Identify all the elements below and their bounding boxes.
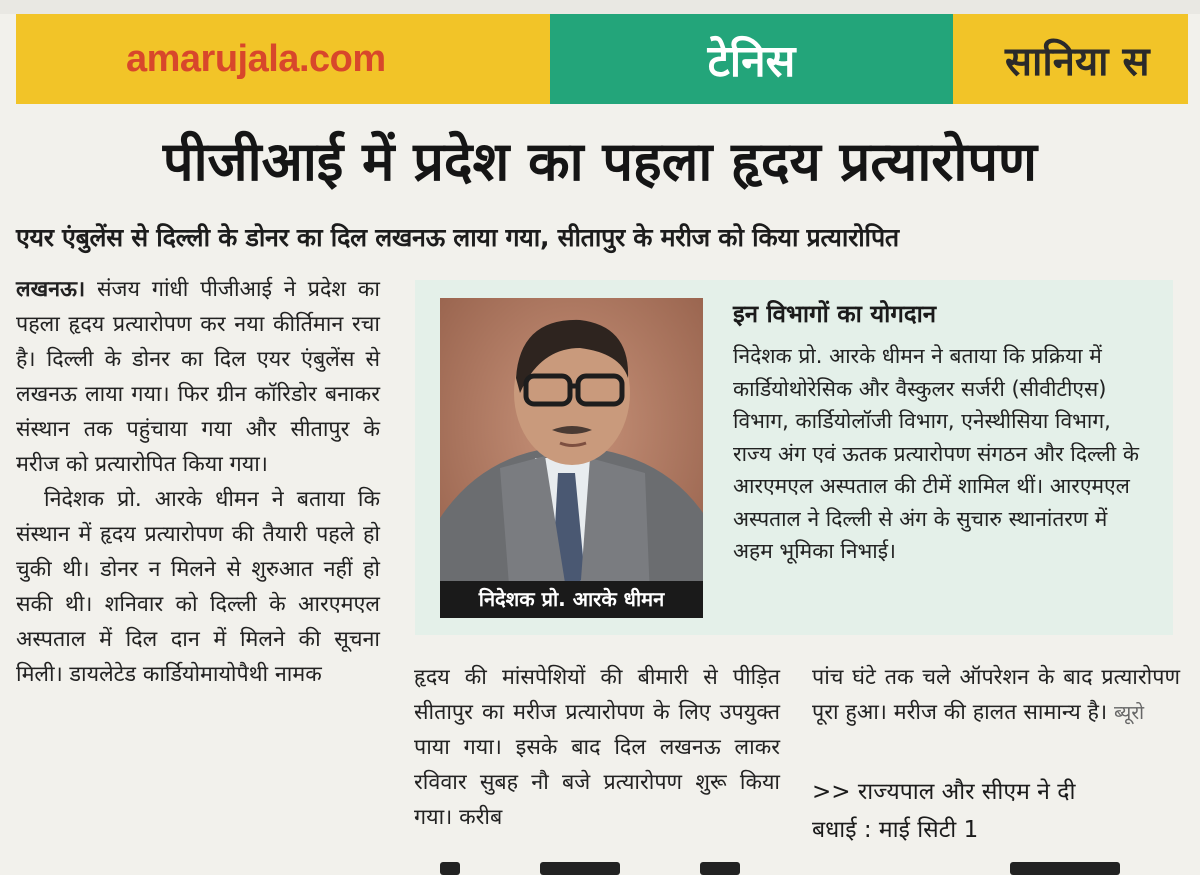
box-body (733, 340, 1153, 568)
refer-link[interactable] (812, 773, 1182, 849)
top-edge (0, 0, 1200, 14)
glyph-fragment (700, 862, 740, 875)
section-tab[interactable] (550, 14, 953, 104)
byline: ब्यूरो (1113, 702, 1145, 724)
paragraph: हृदय की मांसपेशियों की बीमारी से पीड़ित सीतापुर का मरीज प्रत्यारोपण के लिए उपयुक्त पाया गया। इसके बाद दिल लखनऊ लाकर रविवार सुबह नौ बजे प्रत्यारोपण शुरू किया गया। करीब (414, 665, 780, 830)
paragraph: निदेशक प्रो. आरके धीमन ने बताया कि संस्थान में हृदय प्रत्यारोपण की तैयारी पहले हो चुकी थी। डोनर न मिलने से शुरुआत नहीं हो सकी थी। शनिवार को दिल्ली के आरएमएल अस्पताल में दिल दान में मिलने की सूचना मिली। डायलेटेड कार्डियोमायोपैथी नामक (16, 487, 380, 687)
glyph-fragment (1010, 862, 1120, 875)
next-story-segment[interactable] (953, 14, 1188, 104)
site-logo[interactable]: amarujala.com (126, 37, 386, 80)
dateline: लखनऊ। (16, 277, 86, 302)
portrait-illustration (440, 298, 703, 618)
paragraph (812, 660, 1180, 731)
glyph-fragment (540, 862, 620, 875)
headline: पीजीआई में प्रदेश का पहला हृदय प्रत्यारोपण (162, 130, 1038, 193)
next-headline-fragment (0, 862, 1200, 875)
header-banner (16, 14, 1188, 104)
paragraph-text: पांच घंटे तक चले ऑपरेशन के बाद प्रत्यारोपण पूरा हुआ। मरीज की हालत सामान्य है। (812, 665, 1180, 725)
article-column-2 (414, 660, 780, 835)
photo-caption: निदेशक प्रो. आरके धीमन (440, 581, 703, 618)
paragraph (16, 272, 380, 482)
refer-line: बधाई : माई सिटी 1 (812, 817, 979, 843)
refer-line: >> राज्यपाल और सीएम ने दी (812, 779, 1076, 805)
next-story-label: सानिया स (1005, 38, 1150, 85)
section-label: टेनिस (707, 36, 796, 87)
paragraph-text: संजय गांधी पीजीआई ने प्रदेश का पहला हृदय प्रत्यारोपण कर नया कीर्तिमान रचा है। दिल्ली के डोनर का दिल एयर एंबुलेंस से लखनऊ लाया गया। फिर ग्रीन कॉरिडोर बनाकर संस्थान तक पहुंचाया गया और सीतापुर के मरीज को प्रत्यारोपित किया गया। (16, 277, 380, 477)
box-title: इन विभागों का योगदान (733, 300, 937, 328)
article-column-1 (16, 272, 380, 692)
subheadline: एयर एंबुलेंस से दिल्ली के डोनर का दिल लखनऊ लाया गया, सीतापुर के मरीज को किया प्रत्यारोपित (16, 223, 899, 252)
portrait-photo (440, 298, 703, 618)
article-column-3 (812, 660, 1180, 731)
glyph-fragment (440, 862, 460, 875)
brand-segment (16, 14, 550, 104)
box-paragraph: निदेशक प्रो. आरके धीमन ने बताया कि प्रक्रिया में कार्डियोथोरेसिक और वैस्कुलर सर्जरी (सीवीटीएस) विभाग, कार्डियोलॉजी विभाग, एनेस्थीसिया विभाग, राज्य अंग एवं ऊतक प्रत्यारोपण संगठन और दिल्ली के आरएमएल अस्पताल की टीमें शामिल थीं। आरएमएल अस्पताल ने दिल्ली से अंग के सुचारु स्थानांतरण में अहम भूमिका निभाई। (733, 344, 1139, 563)
